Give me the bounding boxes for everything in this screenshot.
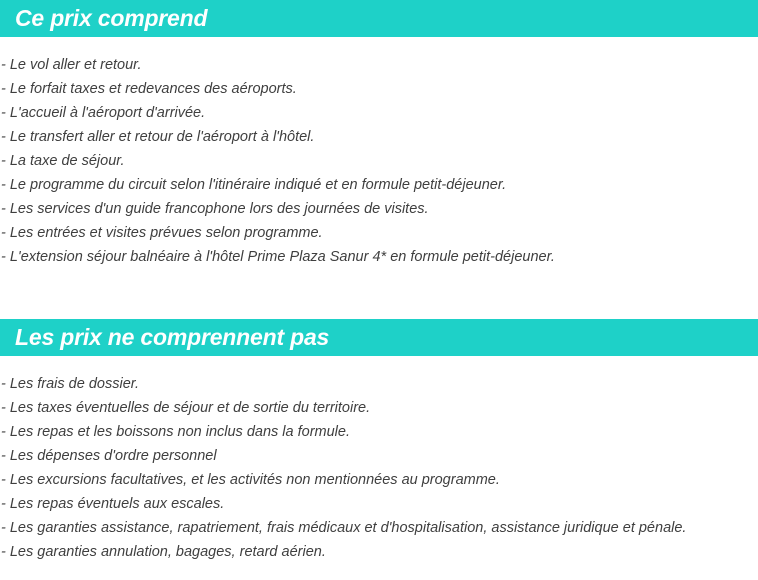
list-item: - Le programme du circuit selon l'itinéraire indiqué et en formule petit-déjeuner. xyxy=(1,177,507,193)
list-item: - Les entrées et visites prévues selon programme. xyxy=(1,225,323,241)
list-item: - Le vol aller et retour. xyxy=(1,57,142,73)
list-item: - Les frais de dossier. xyxy=(1,376,140,392)
list-item: - L'accueil à l'aéroport d'arrivée. xyxy=(1,105,206,121)
excluded-section xyxy=(0,319,758,564)
included-heading: Ce prix comprend xyxy=(15,5,208,31)
list-item: - Les repas éventuels aux escales. xyxy=(1,496,225,512)
list-item: - Les dépenses d'ordre personnel xyxy=(1,448,217,464)
list-item: - Les excursions facultatives, et les activités non mentionnées au programme. xyxy=(1,472,500,488)
list-item: - Les repas et les boissons non inclus dans la formule. xyxy=(1,424,350,440)
list-item: - Les services d'un guide francophone lors des journées de visites. xyxy=(1,201,429,217)
excluded-header-band xyxy=(0,319,758,356)
list-item: - Le transfert aller et retour de l'aéroport à l'hôtel. xyxy=(1,129,315,145)
list-item: - Le forfait taxes et redevances des aéroports. xyxy=(1,81,297,97)
list-item: - Les garanties assistance, rapatriement, frais médicaux et d'hospitalisation, assistance juridique et pénale. xyxy=(1,520,687,536)
list-item: - La taxe de séjour. xyxy=(1,153,125,169)
included-list xyxy=(0,53,758,269)
included-section xyxy=(0,0,758,269)
excluded-heading: Les prix ne comprennent pas xyxy=(15,324,330,350)
included-header-band xyxy=(0,0,758,37)
excluded-list xyxy=(0,372,758,564)
list-item: - Les taxes éventuelles de séjour et de sortie du territoire. xyxy=(1,400,371,416)
list-item: - Les garanties annulation, bagages, retard aérien. xyxy=(1,544,326,560)
list-item: - L'extension séjour balnéaire à l'hôtel Prime Plaza Sanur 4* en formule petit-déjeuner. xyxy=(1,249,555,265)
